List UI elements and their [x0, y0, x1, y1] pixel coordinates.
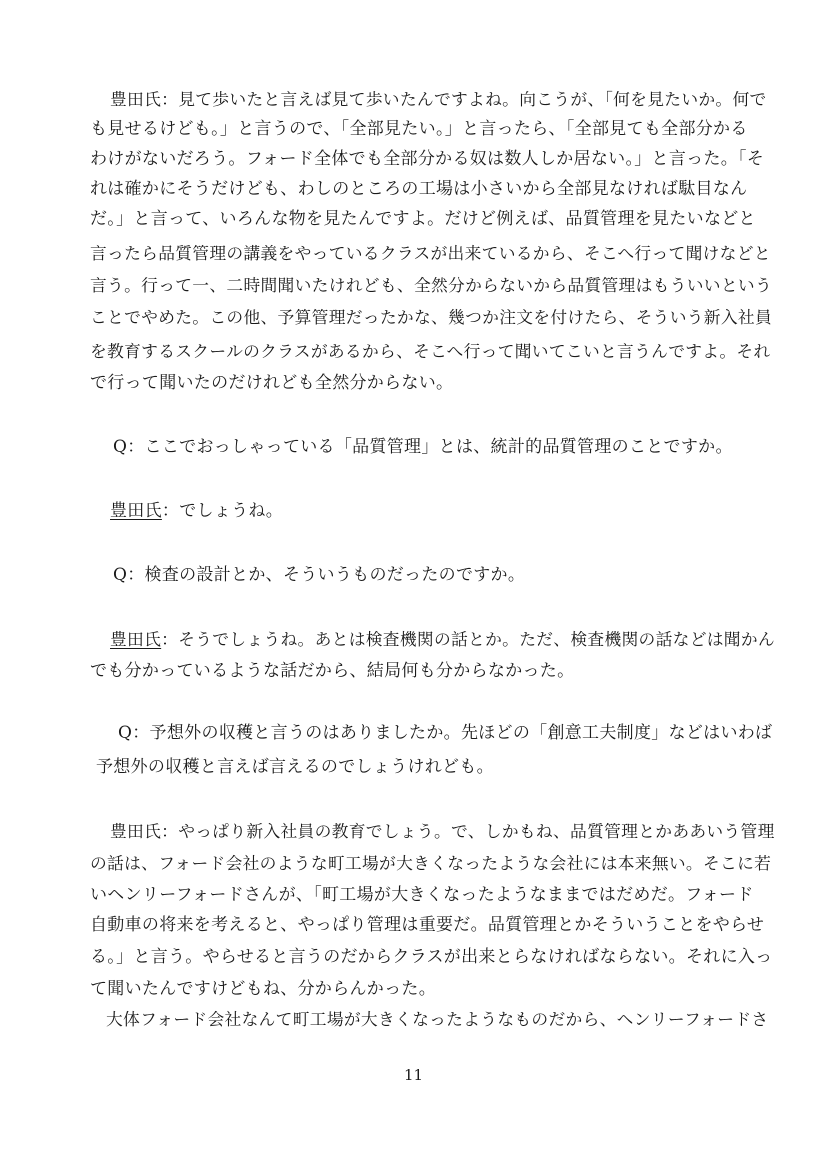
text-line: [110, 628, 775, 650]
text-line: 言ったら品質管理の講義をやっているクラスが出来ているから、そこへ行って聞けなどと: [90, 243, 771, 263]
text-line: [118, 722, 772, 744]
speaker-label: 豊田氏: [110, 89, 162, 109]
text-line: ことでやめた。この他、予算管理だったかな、幾つか注文を付けたら、そういう新入社員: [90, 307, 773, 327]
line-text: ：やっぱり新入社員の教育でしょう。で、しかもね、品質管理とかああいう管理: [161, 821, 775, 841]
line-text: ：ここでおっしゃっている「品質管理」とは、統計的品質管理のことですか。: [127, 437, 733, 457]
text-line: も見せるけども。」と言うので、「全部見たい。」と言ったら、「全部見ても全部分かる: [90, 119, 748, 139]
text-line: [113, 436, 733, 458]
text-line: でも分かっているような話だから、結局何も分からなかった。: [90, 661, 575, 681]
text-line: 言う。行って一、二時間聞いたけれども、全然分からないから品質管理はもういいという: [90, 275, 773, 295]
text-line: [113, 564, 525, 586]
text-line: だ。」と言って、いろんな物を見たんですよ。だけど例えば、品質管理を見たいなどと: [90, 209, 756, 229]
text-line: 大体フォード会社なんて町工場が大きくなったようなものだから、ヘンリーフォードさ: [106, 1009, 769, 1029]
line-text: ：予想外の収穫と言うのはありましたか。先ほどの「創意工夫制度」などはいわば: [132, 723, 773, 743]
text-line: る。」と言う。やらせると言うのだからクラスが出来とらなければならない。それに入っ: [90, 947, 773, 967]
text-line: [110, 820, 775, 842]
text-line: の話は、フォード会社のような町工場が大きくなったような会社には本来無い。そこに若: [90, 853, 772, 873]
speaker-label: Q: [118, 723, 133, 743]
text-line: れは確かにそうだけども、わしのところの工場は小さいから全部見なければ駄目なん: [90, 179, 748, 199]
speaker-label: Q: [113, 437, 128, 457]
speaker-label: 豊田氏: [110, 629, 162, 649]
page-number: 11: [403, 1066, 424, 1084]
line-text: ：見て歩いたと言えば見て歩いたんですよね。向こうが、「何を見たいか。何で: [161, 89, 767, 109]
text-line: て聞いたんですけどもね、分からんかった。: [90, 979, 436, 999]
text-line: いヘンリーフォードさんが、「町工場が大きくなったようなままではだめだ。フォード: [90, 885, 754, 905]
text-line: [110, 88, 767, 110]
speaker-label: 豊田氏: [110, 821, 162, 841]
text-line: 予想外の収穫と言えば言えるのでしょうけれども。: [96, 757, 494, 777]
speaker-label: 豊田氏: [110, 501, 162, 521]
speaker-label: Q: [113, 565, 128, 585]
text-line: 自動車の将来を考えると、やっぱり管理は重要だ。品質管理とかそういうことをやらせ: [90, 915, 765, 935]
text-line: [110, 500, 283, 522]
line-text: ：検査の設計とか、そういうものだったのですか。: [127, 565, 526, 585]
line-text: ：でしょうね。: [161, 501, 284, 521]
text-line: で行って聞いたのだけれども全然分からない。: [90, 373, 454, 393]
text-line: を教育するスクールのクラスがあるから、そこへ行って聞いてこいと言うんですよ。それ: [90, 341, 771, 361]
line-text: ：そうでしょうね。あとは検査機関の話とか。ただ、検査機関の話などは聞かん: [161, 629, 775, 649]
text-line: わけがないだろう。フォード全体でも全部分かる奴は数人しか居ない。」と言った。「そ: [90, 149, 765, 169]
